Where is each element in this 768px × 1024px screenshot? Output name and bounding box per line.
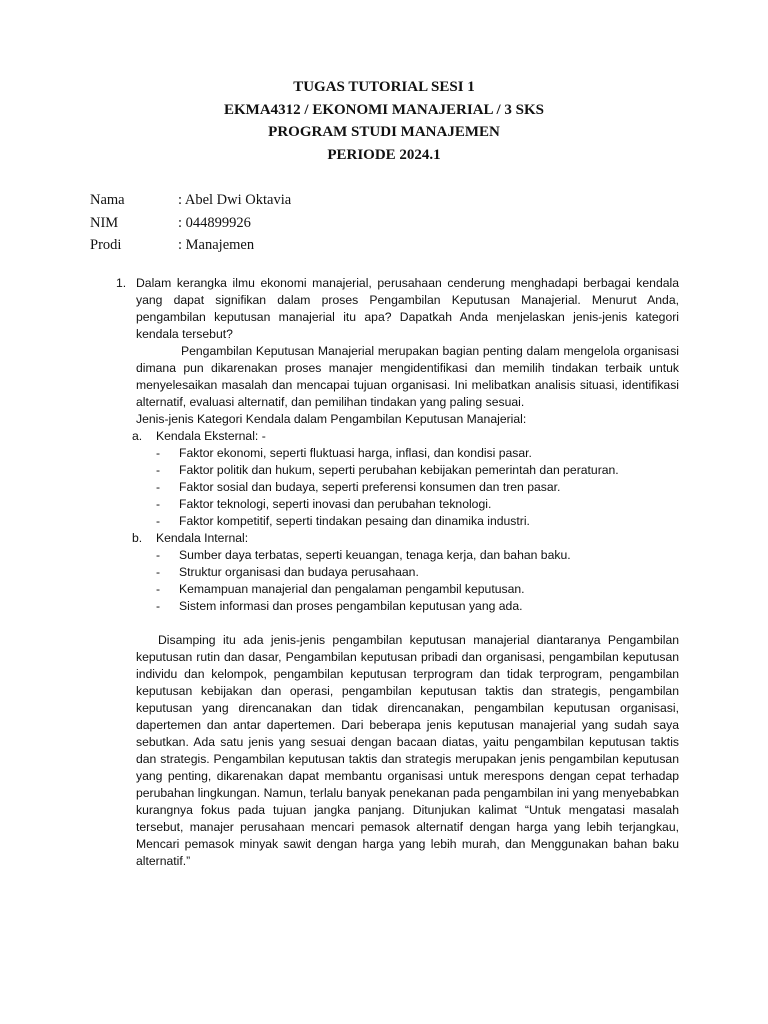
list-item-text: Faktor kompetitif, seperti tindakan pesaing dan dinamika industri. [179, 514, 530, 528]
list-item [156, 564, 679, 581]
info-row-name [90, 189, 291, 212]
dash-bullet: - [156, 514, 161, 528]
list-item [156, 598, 679, 615]
list-item [156, 513, 679, 530]
list-item [156, 547, 679, 564]
dash-bullet: - [156, 497, 161, 511]
list-item-text: Faktor teknologi, seperti inovasi dan perubahan teknologi. [179, 497, 492, 511]
category-a [116, 428, 679, 445]
internal-constraints-list [116, 547, 679, 615]
external-constraints-list [116, 445, 679, 530]
info-label: Prodi [90, 237, 122, 253]
info-value: : 044899926 [178, 214, 251, 231]
dash-bullet: - [156, 565, 161, 579]
list-item-text: Kemampuan manajerial dan pengalaman pengambil keputusan. [179, 582, 525, 596]
list-item [156, 479, 679, 496]
dash-bullet: - [156, 548, 161, 562]
answer-definition: Pengambilan Keputusan Manajerial merupakan bagian penting dalam mengelola organisasi dimana pun dikarenakan proses manajer mengidentifikasi dan memilih tindakan terbaik untuk menyelesaikan masalah dan mencapai tujuan organisasi. Ini melibatkan analisis situasi, identifikasi alternatif, evaluasi alternatif, dan pemilihan tindakan yang paling sesuai. [136, 344, 679, 409]
category-letter: b. [132, 531, 143, 545]
header-title: TUGAS TUTORIAL SESI 1 [293, 79, 475, 95]
document-header [0, 76, 768, 166]
category-letter: a. [132, 429, 143, 443]
question-number: 1. [116, 276, 127, 290]
dash-bullet: - [156, 463, 161, 477]
dash-bullet: - [156, 446, 161, 460]
category-title: Kendala Eksternal: - [156, 429, 266, 443]
list-item-text: Sumber daya terbatas, seperti keuangan, tenaga kerja, dan bahan baku. [179, 548, 571, 562]
categories-heading: Jenis-jenis Kategori Kendala dalam Pengambilan Keputusan Manajerial: [136, 412, 527, 426]
list-item-text: Faktor politik dan hukum, seperti perubahan kebijakan pemerintah dan peraturan. [179, 463, 619, 477]
list-item-text: Struktur organisasi dan budaya perusahaan. [179, 565, 419, 579]
list-item [156, 496, 679, 513]
list-item-text: Faktor ekonomi, seperti fluktuasi harga, inflasi, dan kondisi pasar. [179, 446, 532, 460]
list-item [156, 462, 679, 479]
list-item-text: Faktor sosial dan budaya, seperti preferensi konsumen dan tren pasar. [179, 480, 561, 494]
info-value: : Abel Dwi Oktavia [178, 192, 292, 208]
document-body [116, 275, 679, 870]
list-item-text: Sistem informasi dan proses pengambilan keputusan yang ada. [179, 599, 523, 613]
list-item [156, 445, 679, 462]
info-value: : Manajemen [178, 237, 255, 253]
student-info [90, 189, 291, 257]
category-b [116, 530, 679, 547]
info-row-prodi [90, 234, 291, 257]
info-label: NIM [90, 214, 119, 231]
info-label: Nama [90, 192, 125, 208]
header-program: PROGRAM STUDI MANAJEMEN [268, 124, 500, 140]
info-row-nim [90, 212, 291, 235]
closing-paragraph: Disamping itu ada jenis-jenis pengambilan keputusan manajerial diantaranya Pengambilan keputusan rutin dan dasar, Pengambilan keputusan pribadi dan organisasi, pengambilan keputusan individu dan kelompok, pengambilan keputusan terprogram dan tidak terprogram, pengambilan keputusan kebijakan dan operasi, pengambilan keputusan taktis dan strategis, pengambilan keputusan yang direncanakan dan tidak direncanakan, pengambilan keputusan organisasi, dapertemen dan antar dapertemen. Dari beberapa jenis keputusan manajerial yang sudah saya sebutkan. Ada satu jenis yang sesuai dengan bacaan diatas, yaitu pengambilan keputusan taktis dan strategis. Pengambilan keputusan taktis dan strategis merupakan jenis pengambilan keputusan yang penting, dikarenakan dapat membantu organisasi untuk merespons dengan cepat terhadap perubahan lingkungan. Namun, terlalu banyak penekanan pada pengambilan ini yang menyebabkan kurangnya fokus pada tujuan jangka panjang. Ditunjukan kalimat “Untuk mengatasi masalah tersebut, manajer perusahaan mencari pemasok alternatif dengan harga yang lebih terjangkau, Mencari pemasok minyak sawit dengan harga yang lebih murah, dan Menggunakan bahan baku alternatif.” [136, 633, 679, 868]
question-item [116, 275, 679, 343]
dash-bullet: - [156, 480, 161, 494]
list-item [156, 581, 679, 598]
category-title: Kendala Internal: [156, 531, 249, 545]
header-course: EKMA4312 / EKONOMI MANAJERIAL / 3 SKS [223, 101, 545, 118]
dash-bullet: - [156, 599, 161, 613]
header-period: PERIODE 2024.1 [327, 146, 441, 163]
dash-bullet: - [156, 582, 161, 596]
question-text: Dalam kerangka ilmu ekonomi manajerial, perusahaan cenderung menghadapi berbagai kendala yang dapat signifikan dalam proses Pengambilan Keputusan Manajerial. Menurut Anda, pengambilan keputusan manajerial itu apa? Dapatkah Anda menjelaskan jenis-jenis kategori kendala tersebut? [136, 276, 679, 341]
